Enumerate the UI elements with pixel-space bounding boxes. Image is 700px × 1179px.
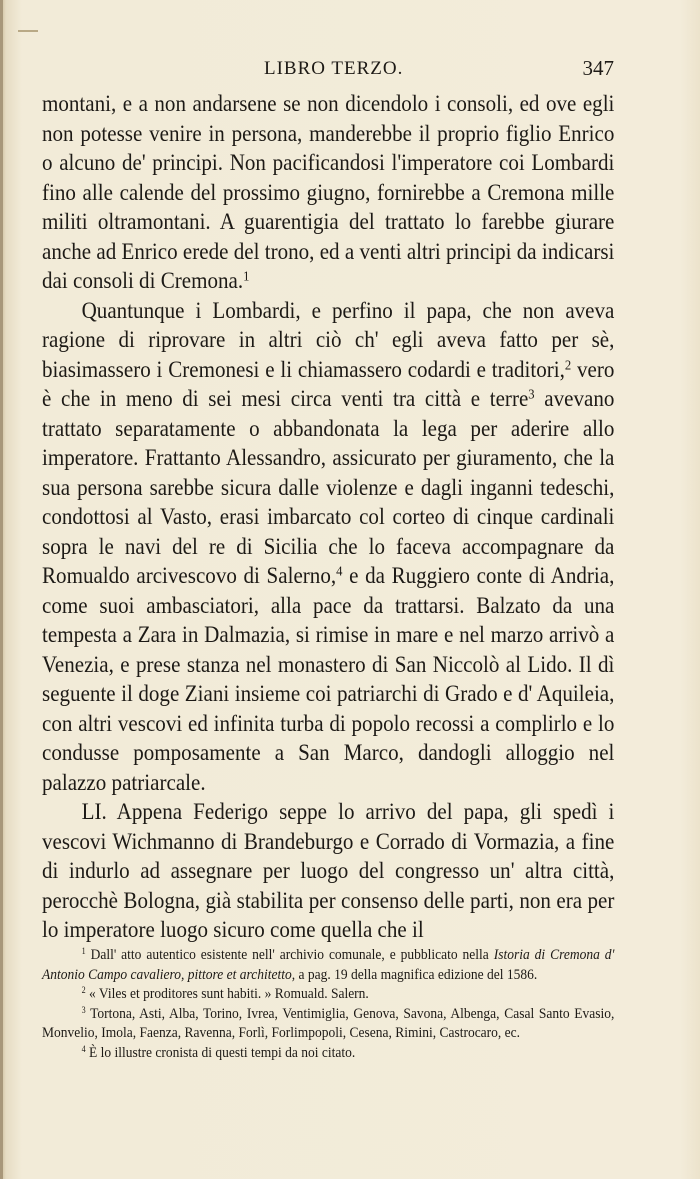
footnote-1-text-a: Dall' atto autentico esistente nell' archivio comunale, e pubblicato nella — [85, 947, 494, 963]
page-header — [42, 58, 614, 82]
paragraph-3 — [42, 798, 614, 946]
footnote-4 — [42, 1044, 614, 1064]
paragraph-1 — [42, 90, 614, 297]
main-text — [42, 90, 614, 946]
footnote-ref-4: 4 — [336, 563, 343, 580]
footnote-2-mark: 2 — [81, 985, 86, 996]
paragraph-1-text: montani, e a non andarsene se non dicendolo i consoli, ed ove egli non potesse venire in persona, manderebbe il proprio figlio Enrico o alcuno de' principi. Non pacificandosi l'imperatore coi Lombardi fino alle calende del prossimo giugno, fornirebbe a Cremona mille militi oltramontani. A guarentigia del trattato lo farebbe giurare anche ad Enrico erede del trono, ed a venti altri principi da indicarsi dai consoli di Cremona. — [42, 91, 615, 294]
paragraph-2 — [42, 297, 614, 799]
footnote-4-mark: 4 — [81, 1044, 86, 1055]
footnote-3-mark: 3 — [81, 1004, 86, 1015]
footnote-3-text: Tortona, Asti, Alba, Torino, Ivrea, Ventimiglia, Genova, Savona, Albenga, Casal Santo Evasio, Monvelio, Imola, Faenza, Ravenna, Forlì, Forlimpopoli, Cesena, Rimini, Castrocaro, ec. — [42, 1005, 615, 1042]
footnote-1 — [42, 946, 614, 985]
footnotes — [42, 946, 614, 1064]
footnote-4-text: È lo illustre cronista di questi tempi da noi citato. — [85, 1044, 356, 1061]
paragraph-2-text-b: vero è che in meno di sei mesi circa venti tra città e terre — [42, 356, 615, 412]
footnote-2-text: « Viles et proditores sunt habiti. » Romuald. Salern. — [85, 986, 369, 1003]
footnote-1-title: Istoria di Cremona d' Antonio Campo cavaliero, pittore et architetto, — [42, 947, 615, 983]
page-gutter-edge — [0, 0, 3, 1179]
paragraph-2-text-c: avevano trattato separatamente o abbandonata la lega per aderire allo imperatore. Frattanto Alessandro, assicurato per giuramento, che la sua persona sarebbe sicura dalle violenze e dagli inganni tedeschi, condottosi al Vasto, erasi imbarcato col corteo di cinque cardinali sopra le navi del re di Sicilia che lo faceva accompagnare da Romualdo arcivescovo di Salerno, — [42, 386, 615, 589]
footnote-3 — [42, 1005, 614, 1044]
paragraph-3-text: LI. Appena Federigo seppe lo arrivo del papa, gli spedì i vescovi Wichmanno di Brandeburgo e Corrado di Vormazia, a fine di indurlo ad assegnare per luogo del congresso un' altra città, perocchè Bologna, già stabilita per consenso delle parti, non era per lo imperatore luogo sicuro come quella che il — [42, 799, 615, 943]
paragraph-2-text-a: Quantunque i Lombardi, e perfino il papa, che non aveva ragione di riprovare in altri ciò ch' egli aveva fatto per sè, biasimassero i Cremonesi e li chiamassero codardi e traditori, — [42, 297, 615, 383]
footnote-ref-2: 2 — [564, 356, 572, 373]
page-number: 347 — [582, 56, 614, 80]
running-title: LIBRO TERZO. — [264, 58, 404, 79]
footnote-2 — [42, 985, 614, 1005]
footnote-1-mark: 1 — [81, 946, 86, 957]
paragraph-2-text-d: e da Ruggiero conte di Andria, come suoi ambasciatori, alla pace da trattarsi. Balzato da una tempesta a Zara in Dalmazia, si rimise in mare e nel marzo arrivò a Venezia, e prese stanza nel monastero di San Niccolò al Lido. Il dì seguente il doge Ziani insieme coi patriarchi di Grado e d' Aquileia, con altri vescovi ed infinita turba di popolo recossi a complirlo e lo condusse pomposamente a San Marco, dandogli alloggio nel palazzo patriarcale. — [42, 563, 615, 796]
footnote-1-text-b: a pag. 19 della magnifica edizione del 1586. — [295, 966, 538, 983]
footnote-ref-3: 3 — [528, 386, 535, 403]
footnote-ref-1: 1 — [243, 268, 250, 285]
margin-mark — [18, 30, 38, 32]
